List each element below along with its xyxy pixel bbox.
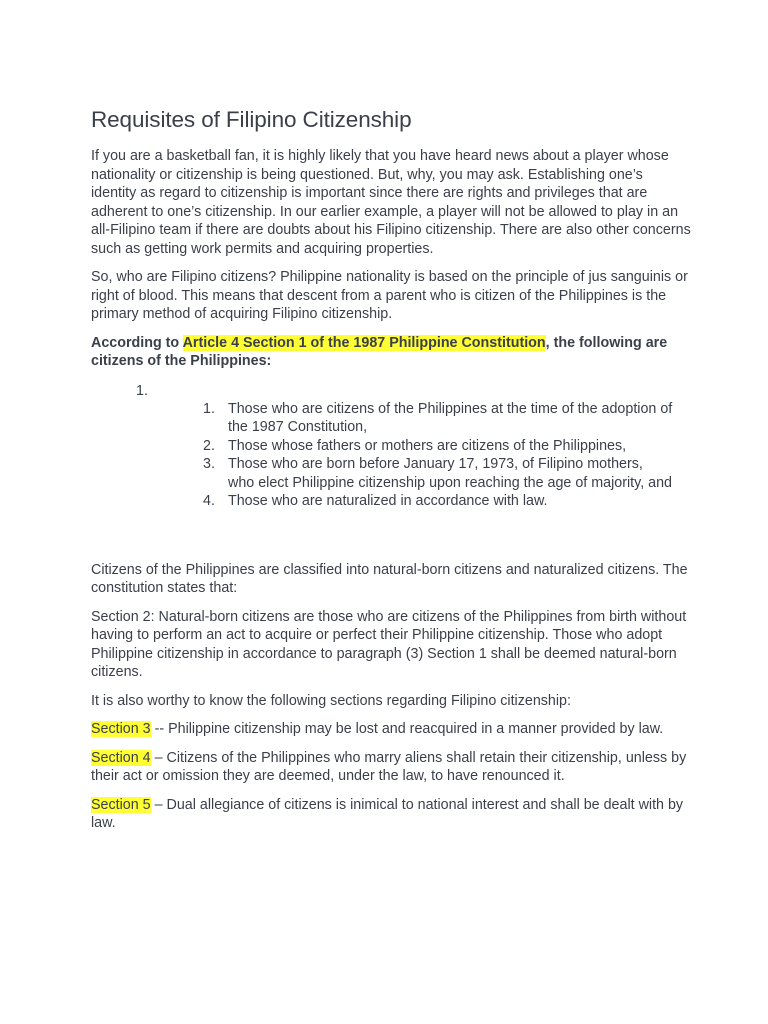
constitution-highlight: Article 4 Section 1 of the 1987 Philippine Constitution (182, 334, 546, 351)
list-item (203, 400, 673, 437)
citizens-list-container (91, 381, 691, 561)
list-item (203, 492, 673, 511)
list-item (203, 455, 673, 492)
citizens-list (203, 400, 673, 511)
list-item-number: 1. (203, 400, 215, 417)
section2-paragraph: Section 2: Natural-born citizens are those who are citizens of the Philippines from birth without having to perform an act to acquire or perfect their Philippine citizenship. Those who adopt Philippine citizenship in accordance to paragraph (3) Section 1 shall be deemed natural-born citizens. (91, 608, 687, 680)
who-paragraph: So, who are Filipino citizens? Philippine nationality is based on the principle of jus sanguinis or right of blood. This means that descent from a parent who is citizen of the Philippines is the primary method of acquiring Filipino citizenship. (91, 269, 688, 322)
list-item-number: 2. (203, 437, 215, 454)
section4-label: Section 4 (91, 749, 151, 766)
section3-text: -- Philippine citizenship may be lost and reacquired in a manner provided by law. (150, 721, 664, 737)
list-item (203, 437, 673, 456)
list-item-number: 3. (203, 456, 215, 472)
according-suffix: , the following are citizens of the Philippines: (91, 334, 668, 369)
list-item-number: 4. (203, 493, 215, 509)
list-item-text: Those who are citizens of the Philippines at the time of the adoption of the 1987 Constitution, (228, 400, 673, 435)
section5-label: Section 5 (91, 796, 151, 813)
document-page (91, 106, 691, 843)
section5-text: – Dual allegiance of citizens is inimical to national interest and shall be dealt with by law. (91, 796, 684, 831)
list-item-text: Those whose fathers or mothers are citizens of the Philippines, (228, 437, 627, 454)
section4-paragraph (91, 749, 691, 786)
section4-text: – Citizens of the Philippines who marry aliens shall retain their citizenship, unless by their act or omission they are deemed, under the law, to have renounced it. (91, 749, 687, 784)
section3-label: Section 3 (91, 721, 151, 737)
list-item-text: Those who are naturalized in accordance with law. (228, 493, 548, 509)
section5-paragraph (91, 796, 691, 833)
classified-paragraph: Citizens of the Philippines are classified into natural-born citizens and naturalized citizens. The constitution states that: (91, 561, 688, 596)
list-item-text: Those who are born before January 17, 1973, of Filipino mothers, who elect Philippine citizenship upon reaching the age of majority, and (228, 456, 673, 491)
worthy-paragraph: It is also worthy to know the following sections regarding Filipino citizenship: (91, 692, 571, 709)
section3-paragraph (91, 720, 691, 739)
outer-list-number: 1. (136, 382, 148, 399)
according-paragraph (91, 334, 691, 371)
according-prefix: According to (91, 334, 183, 351)
document-title: Requisites of Filipino Citizenship (91, 107, 412, 132)
intro-paragraph: If you are a basketball fan, it is highly likely that you have heard news about a player whose nationality or citizenship is being questioned. But, why, you may ask. Establishing one’s identity as regard to citizenship is important since there are rights and privileges that are adherent to one’s citizenship. In our earlier example, a player will not be allowed to play in an all-Filipino team if there are doubts about his Filipino citizenship. There are also other concerns such as getting work permits and acquiring properties. (91, 148, 691, 257)
